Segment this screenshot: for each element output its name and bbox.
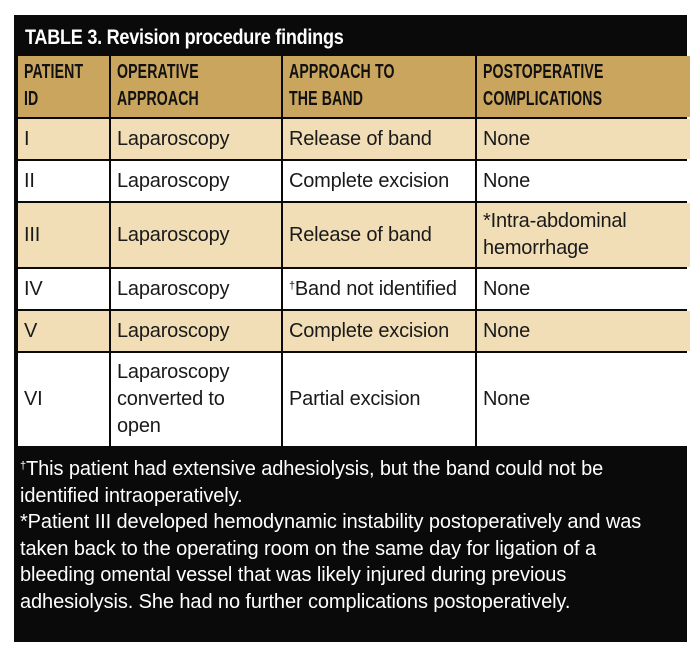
cell-patient-id: VI [18, 353, 109, 446]
cell-complications: None [477, 269, 690, 309]
header-text: THE BAND [289, 88, 364, 110]
cell-approach-to-band: Release of band [283, 203, 475, 267]
complications-line: *Intra-abdominal [483, 210, 627, 232]
cell-operative-approach [111, 353, 281, 446]
cell-operative-approach: Laparoscopy [111, 203, 281, 267]
footnote-line: adhesiolysis. She had no further complications postoperatively. [20, 590, 571, 613]
footnote-line: identified intraoperatively. [20, 484, 243, 507]
cell-patient-id: IV [18, 269, 109, 309]
cell-operative-approach: Laparoscopy [111, 311, 281, 351]
cell-patient-id: V [18, 311, 109, 351]
cell-approach-to-band: Partial excision [283, 353, 475, 446]
approach-line: Laparoscopy [117, 361, 230, 383]
table-container [14, 15, 687, 642]
cell-operative-approach: Laparoscopy [111, 269, 281, 309]
header-text: COMPLICATIONS [483, 88, 603, 110]
cell-complications: None [477, 353, 690, 446]
cell-patient-id: III [18, 203, 109, 267]
header-text: OPERATIVE [117, 61, 199, 83]
footnote-line: taken back to the operating room on the same day for ligation of a [20, 537, 596, 560]
approach-line: converted to [117, 388, 225, 410]
header-text: PATIENT [24, 61, 84, 83]
complications-line: hemorrhage [483, 237, 589, 259]
header-text: APPROACH TO [289, 61, 395, 83]
cell-approach-to-band: Complete excision [283, 311, 475, 351]
cell-complications: None [477, 119, 690, 159]
header-text: POSTOPERATIVE [483, 61, 604, 83]
dagger-mark: † [20, 460, 27, 472]
cell-complications: None [477, 161, 690, 201]
footnote-dagger [20, 456, 680, 509]
cell-approach-to-band: Release of band [283, 119, 475, 159]
cell-operative-approach: Laparoscopy [111, 119, 281, 159]
header-approach-to-band [283, 56, 475, 117]
band-text: Band not identified [294, 277, 457, 300]
table-grid [18, 56, 683, 446]
header-text: APPROACH [117, 88, 199, 110]
cell-approach-to-band: Complete excision [283, 161, 475, 201]
cell-patient-id: II [18, 161, 109, 201]
cell-complications: None [477, 311, 690, 351]
table-footnotes [20, 456, 680, 615]
approach-line: open [117, 415, 161, 437]
cell-complications [477, 203, 690, 267]
footnote-line: bleeding omental vessel that was likely injured during previous [20, 564, 567, 586]
cell-operative-approach: Laparoscopy [111, 161, 281, 201]
header-text: ID [24, 88, 39, 110]
table-caption: TABLE 3. Revision procedure findings [25, 26, 344, 49]
cell-patient-id: I [18, 119, 109, 159]
dagger-mark: † [289, 279, 295, 292]
header-operative-approach [111, 56, 281, 117]
header-patient-id [18, 56, 109, 117]
cell-approach-to-band [283, 269, 475, 309]
header-postoperative-complications [477, 56, 690, 117]
footnote-line: This patient had extensive adhesiolysis, but the band could not be [26, 458, 604, 480]
footnote-line: *Patient III developed hemodynamic instability postoperatively and was [20, 511, 642, 533]
footnote-star [20, 509, 680, 615]
